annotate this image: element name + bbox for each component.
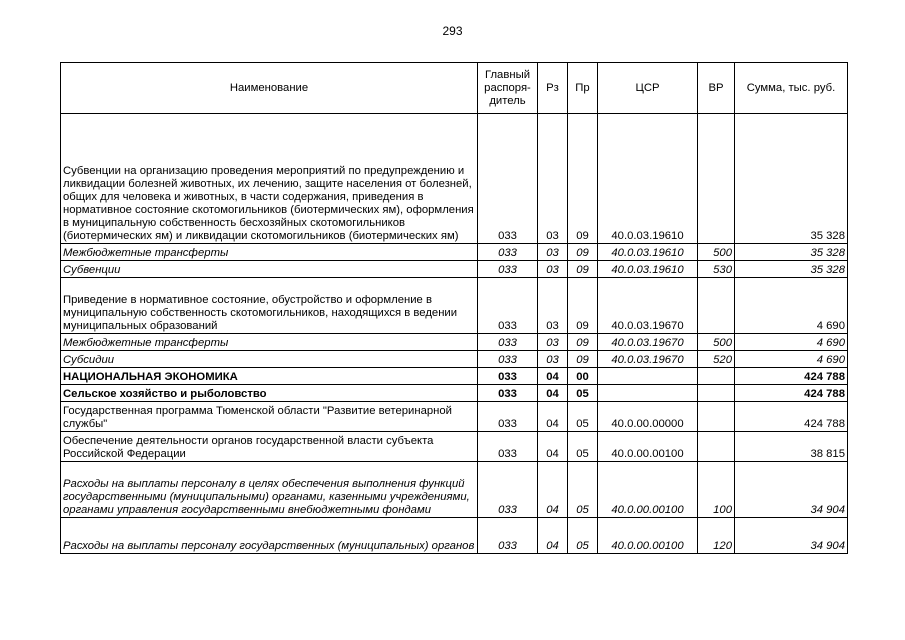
row-rz: 03 bbox=[538, 261, 568, 278]
row-pr: 05 bbox=[568, 385, 598, 402]
row-admin: 033 bbox=[478, 432, 538, 462]
row-sum: 34 904 bbox=[735, 462, 848, 518]
row-rz: 04 bbox=[538, 518, 568, 554]
row-admin: 033 bbox=[478, 261, 538, 278]
row-name: Межбюджетные трансферты bbox=[61, 244, 478, 261]
table-row bbox=[61, 518, 848, 554]
row-sum: 4 690 bbox=[735, 351, 848, 368]
row-vr: 530 bbox=[698, 261, 735, 278]
row-csr: 40.0.03.19610 bbox=[598, 114, 698, 244]
table-row bbox=[61, 244, 848, 261]
row-name: Обеспечение деятельности органов государственной власти субъекта Российской Федерации bbox=[61, 432, 478, 462]
row-vr bbox=[698, 402, 735, 432]
row-vr bbox=[698, 278, 735, 334]
page-number: 293 bbox=[442, 24, 463, 38]
row-pr: 05 bbox=[568, 462, 598, 518]
row-csr bbox=[598, 368, 698, 385]
header-sum: Сумма, тыс. руб. bbox=[735, 63, 848, 114]
table-row bbox=[61, 351, 848, 368]
table-row bbox=[61, 402, 848, 432]
row-csr bbox=[598, 385, 698, 402]
row-rz: 03 bbox=[538, 278, 568, 334]
row-vr: 120 bbox=[698, 518, 735, 554]
row-admin: 033 bbox=[478, 334, 538, 351]
row-admin: 033 bbox=[478, 278, 538, 334]
header-name: Наименование bbox=[61, 63, 478, 114]
row-admin: 033 bbox=[478, 462, 538, 518]
row-sum: 424 788 bbox=[735, 385, 848, 402]
budget-table bbox=[60, 62, 848, 554]
header-pr: Пр bbox=[568, 63, 598, 114]
row-pr: 05 bbox=[568, 402, 598, 432]
table-row bbox=[61, 385, 848, 402]
table-row bbox=[61, 368, 848, 385]
row-vr: 500 bbox=[698, 244, 735, 261]
header-vr: ВР bbox=[698, 63, 735, 114]
row-admin: 033 bbox=[478, 368, 538, 385]
row-sum: 35 328 bbox=[735, 244, 848, 261]
row-admin: 033 bbox=[478, 114, 538, 244]
row-sum: 424 788 bbox=[735, 368, 848, 385]
row-rz: 04 bbox=[538, 385, 568, 402]
row-rz: 03 bbox=[538, 351, 568, 368]
header-row bbox=[61, 63, 848, 114]
row-name: Субвенции на организацию проведения мероприятий по предупреждению и ликвидации болезней животных, их лечению, защите населения от болезней, общих для человека и животных, в части содержания, приведения в нормативное состояние скотомогильников (биотермических ям), оформления в муниципальную собственность бесхозяйных скотомогильников (биотермических ям) и ликвидации скотомогильников (биотермических ям) bbox=[61, 114, 478, 244]
row-name: НАЦИОНАЛЬНАЯ ЭКОНОМИКА bbox=[61, 368, 478, 385]
row-name: Государственная программа Тюменской области "Развитие ветеринарной службы" bbox=[61, 402, 478, 432]
row-csr: 40.0.03.19670 bbox=[598, 278, 698, 334]
row-pr: 09 bbox=[568, 278, 598, 334]
row-csr: 40.0.00.00100 bbox=[598, 518, 698, 554]
row-vr: 520 bbox=[698, 351, 735, 368]
row-pr: 05 bbox=[568, 518, 598, 554]
row-vr: 500 bbox=[698, 334, 735, 351]
table-row bbox=[61, 432, 848, 462]
table-row bbox=[61, 261, 848, 278]
row-rz: 04 bbox=[538, 402, 568, 432]
row-pr: 09 bbox=[568, 261, 598, 278]
row-name: Расходы на выплаты персоналу государственных (муниципальных) органов bbox=[61, 518, 478, 554]
row-sum: 38 815 bbox=[735, 432, 848, 462]
row-rz: 03 bbox=[538, 334, 568, 351]
row-pr: 09 bbox=[568, 334, 598, 351]
row-rz: 04 bbox=[538, 462, 568, 518]
row-name: Приведение в нормативное состояние, обустройство и оформление в муниципальную собственность скотомогильников, находящихся в ведении муниципальных образований bbox=[61, 278, 478, 334]
row-sum: 4 690 bbox=[735, 278, 848, 334]
row-name: Межбюджетные трансферты bbox=[61, 334, 478, 351]
row-sum: 35 328 bbox=[735, 261, 848, 278]
row-rz: 03 bbox=[538, 244, 568, 261]
row-admin: 033 bbox=[478, 402, 538, 432]
table-body bbox=[61, 114, 848, 554]
row-vr: 100 bbox=[698, 462, 735, 518]
row-sum: 424 788 bbox=[735, 402, 848, 432]
row-csr: 40.0.03.19610 bbox=[598, 244, 698, 261]
row-sum: 4 690 bbox=[735, 334, 848, 351]
row-name: Расходы на выплаты персоналу в целях обеспечения выполнения функций государственными (муниципальными) органами, казенными учреждениями, органами управления государственными внебюджетными фондами bbox=[61, 462, 478, 518]
row-admin: 033 bbox=[478, 385, 538, 402]
row-pr: 00 bbox=[568, 368, 598, 385]
row-pr: 09 bbox=[568, 351, 598, 368]
table-row bbox=[61, 278, 848, 334]
row-name: Сельское хозяйство и рыболовство bbox=[61, 385, 478, 402]
row-admin: 033 bbox=[478, 244, 538, 261]
row-csr: 40.0.03.19610 bbox=[598, 261, 698, 278]
table-row bbox=[61, 114, 848, 244]
row-pr: 09 bbox=[568, 114, 598, 244]
row-admin: 033 bbox=[478, 351, 538, 368]
row-pr: 09 bbox=[568, 244, 598, 261]
header-csr: ЦСР bbox=[598, 63, 698, 114]
table-row bbox=[61, 334, 848, 351]
header-rz: Рз bbox=[538, 63, 568, 114]
row-csr: 40.0.00.00100 bbox=[598, 432, 698, 462]
row-csr: 40.0.03.19670 bbox=[598, 351, 698, 368]
row-vr bbox=[698, 432, 735, 462]
row-name: Субсидии bbox=[61, 351, 478, 368]
row-rz: 04 bbox=[538, 432, 568, 462]
row-vr bbox=[698, 385, 735, 402]
header-admin: Главный распоря-дитель bbox=[478, 63, 538, 114]
row-sum: 35 328 bbox=[735, 114, 848, 244]
row-name: Субвенции bbox=[61, 261, 478, 278]
row-csr: 40.0.00.00000 bbox=[598, 402, 698, 432]
row-vr bbox=[698, 368, 735, 385]
row-pr: 05 bbox=[568, 432, 598, 462]
row-csr: 40.0.03.19670 bbox=[598, 334, 698, 351]
table-row bbox=[61, 462, 848, 518]
row-rz: 03 bbox=[538, 114, 568, 244]
row-admin: 033 bbox=[478, 518, 538, 554]
row-sum: 34 904 bbox=[735, 518, 848, 554]
row-rz: 04 bbox=[538, 368, 568, 385]
row-vr bbox=[698, 114, 735, 244]
row-csr: 40.0.00.00100 bbox=[598, 462, 698, 518]
